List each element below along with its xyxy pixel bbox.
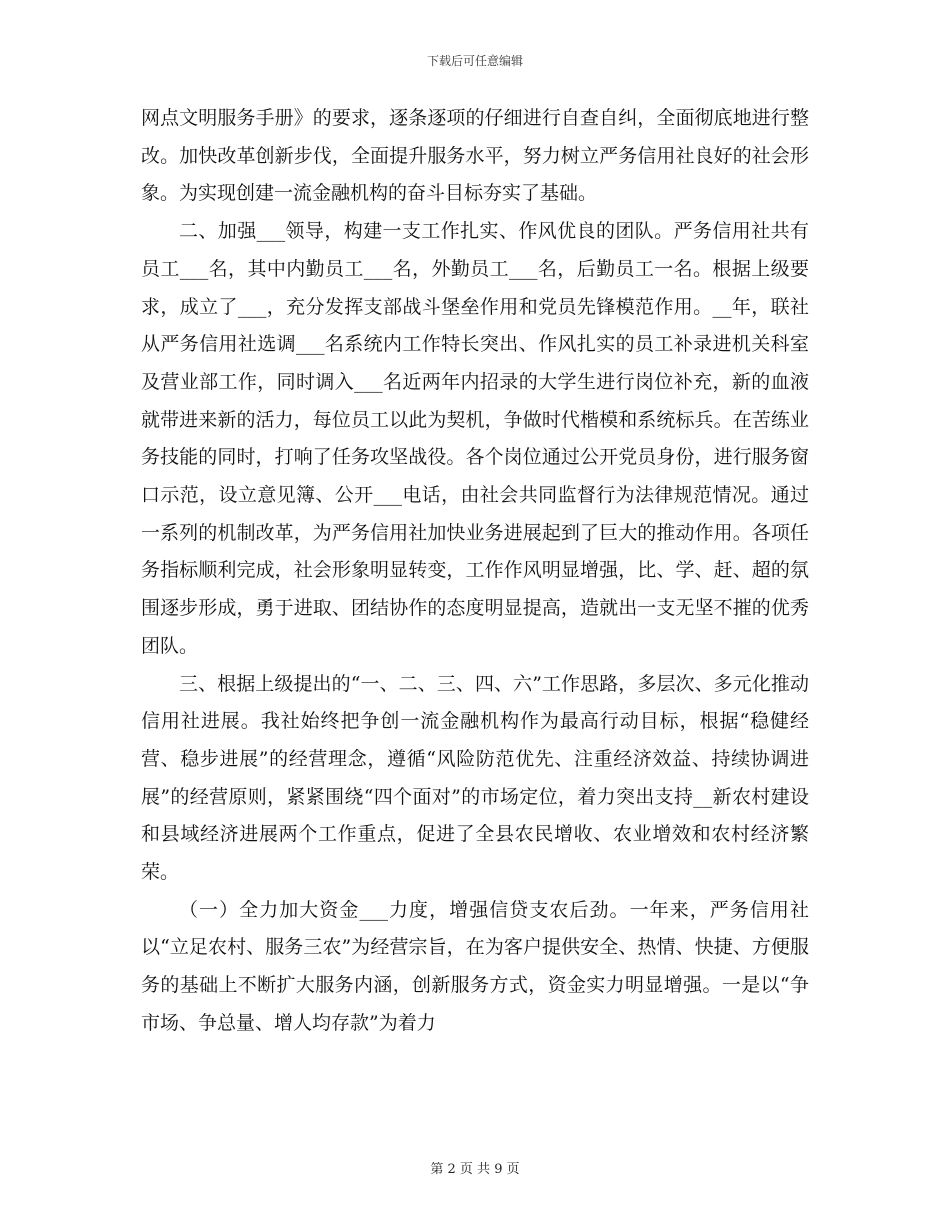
document-body [141,100,809,1043]
paragraph-section-two: 二、加强___领导，构建一支工作扎实、作风优良的团队。严务信用社共有员工___名，其中内勤员工___名，外勤员工___名，后勤员工一名。根据上级要求，成立了___，充分发挥支部战斗堡垒作用和党员先锋模范作用。__年，联社从严务信用社选调___名系统内工作特长突出、作风扎实的员工补录进机关科室及营业部工作，同时调入___名近两年内招录的大学生进行岗位补充，新的血液就带进来新的活力，每位员工以此为契机，争做时代楷模和系统标兵。在苦练业务技能的同时，打响了任务攻坚战役。各个岗位通过公开党员身份，进行服务窗口示范，设立意见簿、公开___电话，由社会共同监督行为法律规范情况。通过一系列的机制改革，为严务信用社加快业务进展起到了巨大的推动作用。各项任务指标顺利完成，社会形象明显转变，工作作风明显增强，比、学、赶、超的氛围逐步形成，勇于进取、团结协作的态度明显提高，造就出一支无坚不摧的优秀团队。 [141,220,809,657]
paragraph-continuation: 网点文明服务手册》的要求，逐条逐项的仔细进行自查自纠，全面彻底地进行整改。加快改革创新步伐，全面提升服务水平，努力树立严务信用社良好的社会形象。为实现创建一流金融机构的奋斗目标夯实了基础。 [141,107,809,205]
paragraph-subsection-one: （一）全力加大资金___力度，增强信贷支农后劲。一年来，严务信用社以“立足农村、服务三农”为经营宗旨，在为客户提供安全、热情、快捷、方便服务的基础上不断扩大服务内涵，创新服务方式，资金实力明显增强。一是以“争市场、争总量、增人均存款”为着力 [141,898,809,1034]
page-header: 下载后可任意编辑 [426,54,523,68]
paragraph-section-three: 三、根据上级提出的“一、二、三、四、六”工作思路，多层次、多元化推动信用社进展。我社始终把争创一流金融机构作为最高行动目标，根据“稳健经营、稳步进展”的经营理念，遵循“风险防范优先、注重经济效益、持续协调进展”的经营原则，紧紧围绕“四个面对”的市场定位，着力突出支持__新农村建设和县域经济进展两个工作重点，促进了全县农民增收、农业增效和农村经济繁荣。 [141,672,809,884]
page-footer: 第 2 页 共 9 页 [430,1162,520,1177]
